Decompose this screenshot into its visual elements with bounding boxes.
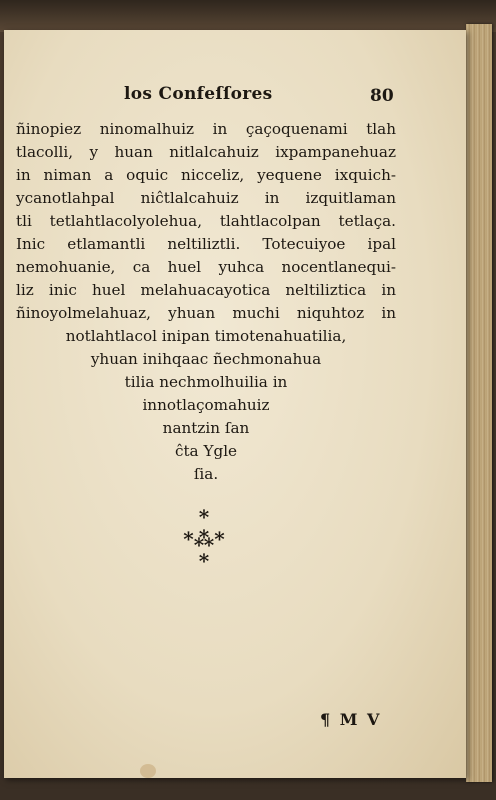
paper-stain bbox=[140, 764, 156, 778]
ornament-line: * bbox=[198, 505, 210, 529]
text-line: ñinoyolmelahuaz, yhuan muchi niquhtoz in bbox=[16, 304, 396, 322]
text-line: ñinopiez ninomalhuiz in çaçoquenami tlah bbox=[16, 120, 396, 138]
text-line: yhuan inihqaac ñechmonahua bbox=[90, 350, 322, 368]
page-number: 80 bbox=[370, 86, 394, 106]
page-edges bbox=[466, 24, 492, 782]
text-line: in niman a oquic nicceliz, yequene ixquich- bbox=[16, 166, 396, 184]
text-line: tlacolli, y huan nitlalcahuiz ixpampanehuaz bbox=[16, 143, 396, 161]
text-line: innotlaçomahuiz bbox=[142, 396, 270, 414]
text-line: ycanotlahpal niĉtlalcahuiz in izquitlaman bbox=[16, 189, 396, 207]
text-line: Inic etlamantli neltiliztli. Totecuiyoe ipal bbox=[16, 235, 396, 253]
book-page bbox=[4, 30, 466, 778]
ornament-line: *⁂* bbox=[183, 527, 225, 551]
text-line: tli tetlahtlacolyolehua, tlahtlacolpan tetlaça. bbox=[16, 212, 396, 230]
text-line: ĉta Ygle bbox=[174, 442, 238, 460]
asterisk-ornament bbox=[164, 506, 244, 572]
text-line: notlahtlacol inipan timotenahuatilia, bbox=[65, 327, 347, 345]
ornament-line: * bbox=[198, 549, 210, 573]
text-line: nantzin ſan bbox=[162, 419, 250, 437]
text-line: tilia nechmolhuilia in bbox=[124, 373, 288, 391]
signature-mark: ¶ M V bbox=[320, 710, 382, 729]
text-line: ſia. bbox=[193, 465, 219, 483]
text-line: nemohuanie, ca huel yuhca nocentlanequi- bbox=[16, 258, 396, 276]
text-line: liz inic huel melahuacayotica neltiliztica in bbox=[16, 281, 396, 299]
scanner-shadow bbox=[0, 0, 496, 32]
body-text bbox=[16, 118, 396, 486]
running-head: los Confeſſores bbox=[124, 84, 273, 104]
